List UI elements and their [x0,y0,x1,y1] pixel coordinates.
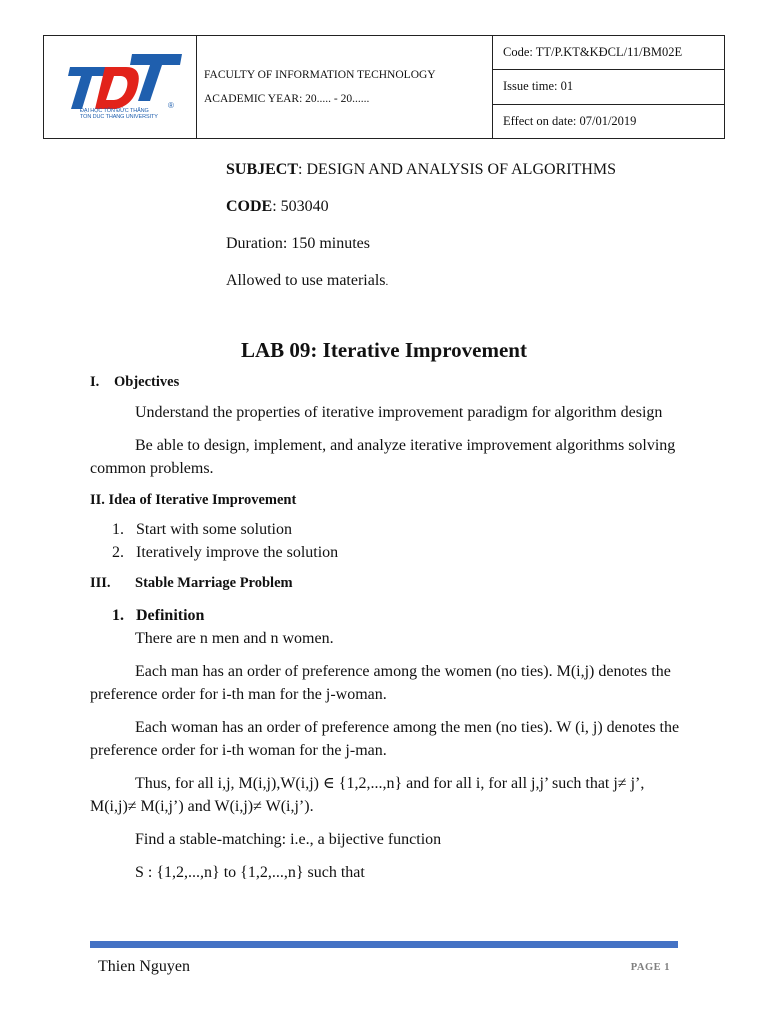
definition-paragraph-3: Thus, for all i,j, M(i,j),W(i,j) ∈ {1,2,...,n} and for all i, for all j,j’ such that j≠ j’, M(i,j)≠ M(i,j’) and W(i,j)≠ W(i,j’). [90,775,645,815]
materials-dot: . [385,276,389,288]
list-number: 2. [112,544,124,561]
document-header-table [43,35,725,139]
list-item [90,518,680,541]
section-title: Stable Marriage Problem [135,575,293,591]
objectives-paragraph-1: Understand the properties of iterative improvement paradigm for algorithm design [135,404,663,421]
code-value: : 503040 [272,198,329,215]
section-number: I. [90,374,100,390]
university-logo [58,49,182,125]
faculty-cell [197,36,493,139]
tdt-logo-icon [58,49,182,109]
definition-paragraph-0: There are n men and n women. [135,630,334,647]
document-code: Code: TT/P.KT&KĐCL/11/BM02E [493,36,725,70]
subject-value: : DESIGN AND ANALYSIS OF ALGORITHMS [298,161,617,178]
code-line [226,195,616,232]
definition-paragraph-2: Each woman has an order of preference among the men (no ties). W (i, j) denotes the preference order for i-th woman for the j-man. [90,719,680,759]
footer-divider-bar [90,941,678,948]
section-stable-heading [90,572,680,595]
faculty-name: FACULTY OF INFORMATION TECHNOLOGY [204,69,436,81]
section-idea-heading: II. Idea of Iterative Improvement [90,492,297,508]
definition-paragraph-4: Find a stable-matching: i.e., a bijective function [135,831,442,848]
list-text: Start with some solution [136,521,292,538]
document-body [90,371,680,884]
footer-author: Thien Nguyen [98,958,190,975]
materials-line [226,269,616,306]
subject-label: SUBJECT [226,161,299,178]
definition-heading [90,604,680,627]
definition-paragraph-1: Each man has an order of preference among the women (no ties). M(i,j) denotes the preference order for i-th man for the j-woman. [90,663,671,703]
issue-time: Issue time: 01 [493,70,725,104]
duration-line: Duration: 150 minutes [226,235,370,252]
course-info [226,158,616,306]
objectives-paragraph-2: Be able to design, implement, and analyze iterative improvement algorithms solving common problems. [90,437,676,477]
list-number: 1. [112,607,124,624]
logo-subtitle-vn: ĐẠI HỌC TÔN ĐỨC THẮNG [80,108,149,114]
logo-subtitle-en: TON DUC THANG UNIVERSITY [80,114,158,120]
definition-title: Definition [136,607,205,624]
materials-text: Allowed to use materials [226,272,386,289]
effect-date: Effect on date: 07/01/2019 [493,104,725,138]
list-text: Iteratively improve the solution [136,544,339,561]
section-title: Objectives [114,374,180,390]
section-objectives-heading [90,371,680,394]
definition-paragraph-5: S : {1,2,...,n} to {1,2,...,n} such that [135,864,365,881]
logo-subtitle [80,108,176,120]
footer-page-number: PAGE 1 [630,962,670,973]
logo-cell [44,36,197,139]
code-label: CODE [226,198,273,215]
registered-mark: ® [168,101,174,110]
list-item [90,541,680,564]
academic-year: ACADEMIC YEAR: 20..... - 20...... [204,93,370,105]
subject-line [226,158,616,195]
list-number: 1. [112,521,124,538]
lab-title: LAB 09: Iterative Improvement [241,338,527,362]
section-number: III. [90,575,111,591]
